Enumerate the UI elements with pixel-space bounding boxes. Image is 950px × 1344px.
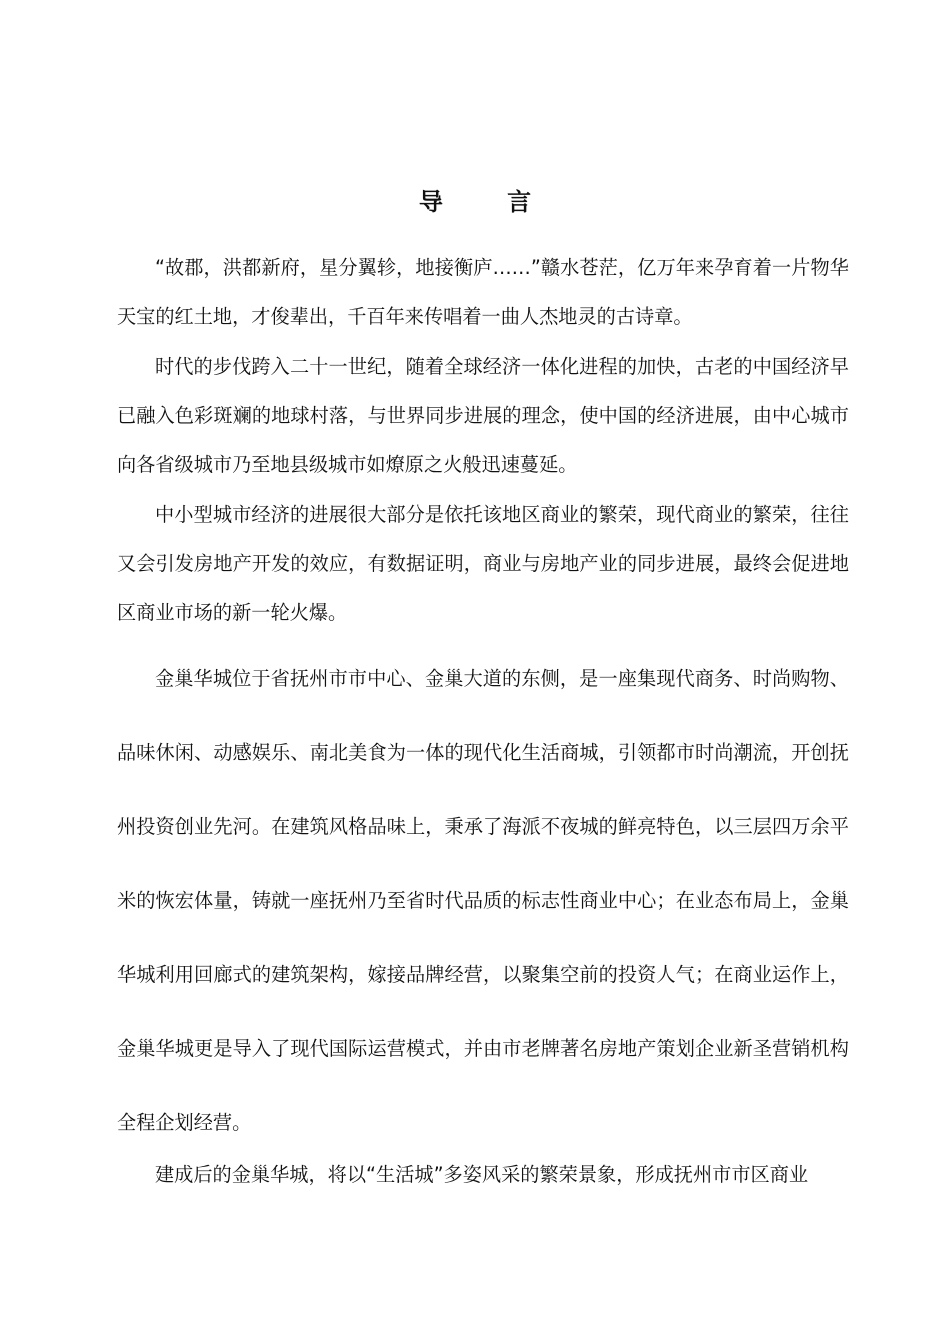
paragraph-4: 金巢华城位于省抚州市市中心、金巢大道的东侧，是一座集现代商务、时尚购物、品味休闲、动感娱乐、南北美食为一体的现代化生活商城，引领都市时尚潮流，开创抚州投资创业先河。在建筑风格品味上，秉承了海派不夜城的鲜亮特色，以三层四万余平米的恢宏体量，铸就一座抚州乃至省时代品质的标志性商业中心；在业态布局上，金巢华城利用回廊式的建筑架构，嫁接品牌经营，以聚集空前的投资人气；在商业运作上，金巢华城更是导入了现代国际运营模式，并由市老牌著名房地产策划企业新圣营销机构全程企划经营。 <box>117 667 849 1134</box>
paragraph-2: 时代的步伐跨入二十一世纪，随着全球经济一体化进程的加快，古老的中国经济早已融入色彩斑斓的地球村落，与世界同步进展的理念，使中国的经济进展，由中心城市向各省级城市乃至地县级城市如燎原之火般迅速蔓延。 <box>117 355 849 476</box>
page-title: 导 言 <box>418 188 560 217</box>
paragraph-5: 建成后的金巢华城，将以“生活城”多姿风采的繁荣景象，形成抚州市市区商业 <box>155 1163 809 1186</box>
paragraph-3: 中小型城市经济的进展很大部分是依托该地区商业的繁荣，现代商业的繁荣，往往又会引发房地产开发的效应，有数据证明，商业与房地产业的同步进展，最终会促进地区商业市场的新一轮火爆。 <box>117 503 849 624</box>
paragraph-1: “故郡，洪都新府，星分翼轸，地接衡庐……”赣水苍茫，亿万年来孕育着一片物华天宝的红土地，才俊辈出，千百年来传唱着一曲人杰地灵的古诗章。 <box>117 256 849 328</box>
